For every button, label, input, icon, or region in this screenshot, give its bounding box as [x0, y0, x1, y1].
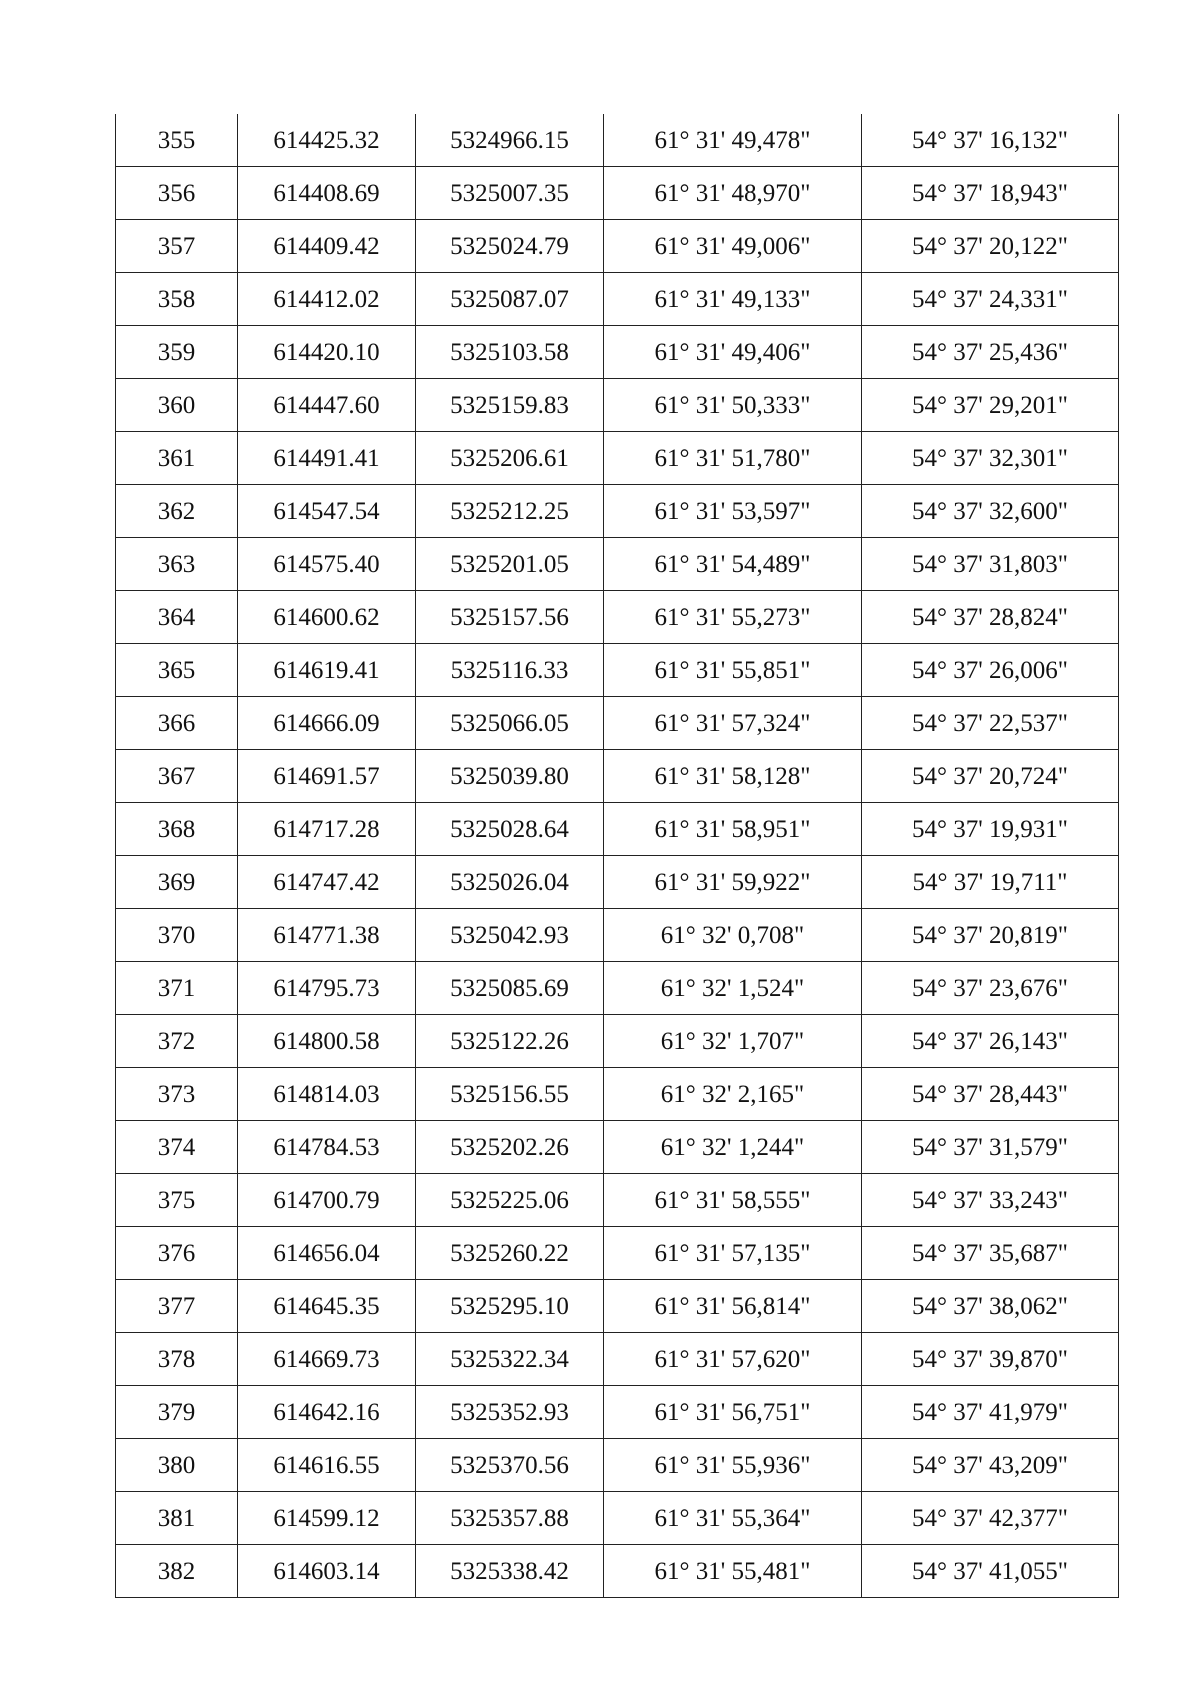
longitude-cell: 61° 32' 1,244" [604, 1121, 862, 1174]
latitude-cell: 54° 37' 22,537" [862, 697, 1119, 750]
point-number-cell: 378 [116, 1333, 238, 1386]
latitude-cell: 54° 37' 20,819" [862, 909, 1119, 962]
x-coordinate-cell: 614491.41 [238, 432, 416, 485]
latitude-cell: 54° 37' 25,436" [862, 326, 1119, 379]
x-coordinate-cell: 614409.42 [238, 220, 416, 273]
y-coordinate-cell: 5325066.05 [416, 697, 604, 750]
point-number-cell: 366 [116, 697, 238, 750]
point-number-cell: 362 [116, 485, 238, 538]
table-row [116, 1121, 1119, 1174]
table-row [116, 1492, 1119, 1545]
longitude-cell: 61° 31' 57,324" [604, 697, 862, 750]
latitude-cell: 54° 37' 32,301" [862, 432, 1119, 485]
table-row [116, 1280, 1119, 1333]
table-row [116, 326, 1119, 379]
point-number-cell: 377 [116, 1280, 238, 1333]
longitude-cell: 61° 31' 56,814" [604, 1280, 862, 1333]
point-number-cell: 367 [116, 750, 238, 803]
longitude-cell: 61° 31' 55,851" [604, 644, 862, 697]
table-row [116, 803, 1119, 856]
y-coordinate-cell: 5325156.55 [416, 1068, 604, 1121]
x-coordinate-cell: 614666.09 [238, 697, 416, 750]
y-coordinate-cell: 5325039.80 [416, 750, 604, 803]
table-row [116, 273, 1119, 326]
latitude-cell: 54° 37' 29,201" [862, 379, 1119, 432]
x-coordinate-cell: 614784.53 [238, 1121, 416, 1174]
table-row [116, 750, 1119, 803]
point-number-cell: 357 [116, 220, 238, 273]
latitude-cell: 54° 37' 20,724" [862, 750, 1119, 803]
longitude-cell: 61° 32' 1,524" [604, 962, 862, 1015]
x-coordinate-cell: 614814.03 [238, 1068, 416, 1121]
latitude-cell: 54° 37' 35,687" [862, 1227, 1119, 1280]
point-number-cell: 372 [116, 1015, 238, 1068]
latitude-cell: 54° 37' 23,676" [862, 962, 1119, 1015]
longitude-cell: 61° 31' 55,936" [604, 1439, 862, 1492]
longitude-cell: 61° 31' 49,478" [604, 114, 862, 167]
point-number-cell: 371 [116, 962, 238, 1015]
y-coordinate-cell: 5325260.22 [416, 1227, 604, 1280]
longitude-cell: 61° 31' 59,922" [604, 856, 862, 909]
table-row [116, 432, 1119, 485]
point-number-cell: 369 [116, 856, 238, 909]
y-coordinate-cell: 5325159.83 [416, 379, 604, 432]
longitude-cell: 61° 31' 58,555" [604, 1174, 862, 1227]
y-coordinate-cell: 5325201.05 [416, 538, 604, 591]
point-number-cell: 356 [116, 167, 238, 220]
latitude-cell: 54° 37' 31,579" [862, 1121, 1119, 1174]
latitude-cell: 54° 37' 28,443" [862, 1068, 1119, 1121]
longitude-cell: 61° 31' 51,780" [604, 432, 862, 485]
x-coordinate-cell: 614619.41 [238, 644, 416, 697]
latitude-cell: 54° 37' 41,055" [862, 1545, 1119, 1598]
longitude-cell: 61° 31' 50,333" [604, 379, 862, 432]
y-coordinate-cell: 5325225.06 [416, 1174, 604, 1227]
y-coordinate-cell: 5324966.15 [416, 114, 604, 167]
table-row [116, 962, 1119, 1015]
x-coordinate-cell: 614425.32 [238, 114, 416, 167]
latitude-cell: 54° 37' 38,062" [862, 1280, 1119, 1333]
latitude-cell: 54° 37' 19,931" [862, 803, 1119, 856]
x-coordinate-cell: 614616.55 [238, 1439, 416, 1492]
longitude-cell: 61° 32' 1,707" [604, 1015, 862, 1068]
longitude-cell: 61° 31' 55,481" [604, 1545, 862, 1598]
point-number-cell: 382 [116, 1545, 238, 1598]
table-row [116, 644, 1119, 697]
x-coordinate-cell: 614656.04 [238, 1227, 416, 1280]
table-row [116, 1227, 1119, 1280]
latitude-cell: 54° 37' 26,143" [862, 1015, 1119, 1068]
x-coordinate-cell: 614408.69 [238, 167, 416, 220]
longitude-cell: 61° 32' 0,708" [604, 909, 862, 962]
x-coordinate-cell: 614600.62 [238, 591, 416, 644]
latitude-cell: 54° 37' 41,979" [862, 1386, 1119, 1439]
longitude-cell: 61° 31' 54,489" [604, 538, 862, 591]
latitude-cell: 54° 37' 28,824" [862, 591, 1119, 644]
y-coordinate-cell: 5325024.79 [416, 220, 604, 273]
y-coordinate-cell: 5325103.58 [416, 326, 604, 379]
latitude-cell: 54° 37' 16,132" [862, 114, 1119, 167]
latitude-cell: 54° 37' 24,331" [862, 273, 1119, 326]
point-number-cell: 363 [116, 538, 238, 591]
table-row [116, 697, 1119, 750]
longitude-cell: 61° 31' 58,951" [604, 803, 862, 856]
y-coordinate-cell: 5325212.25 [416, 485, 604, 538]
x-coordinate-cell: 614599.12 [238, 1492, 416, 1545]
table-row [116, 856, 1119, 909]
latitude-cell: 54° 37' 39,870" [862, 1333, 1119, 1386]
y-coordinate-cell: 5325295.10 [416, 1280, 604, 1333]
longitude-cell: 61° 31' 49,133" [604, 273, 862, 326]
point-number-cell: 379 [116, 1386, 238, 1439]
table-row [116, 1068, 1119, 1121]
latitude-cell: 54° 37' 20,122" [862, 220, 1119, 273]
x-coordinate-cell: 614747.42 [238, 856, 416, 909]
x-coordinate-cell: 614447.60 [238, 379, 416, 432]
table-row [116, 591, 1119, 644]
y-coordinate-cell: 5325357.88 [416, 1492, 604, 1545]
table-row [116, 1545, 1119, 1598]
y-coordinate-cell: 5325007.35 [416, 167, 604, 220]
latitude-cell: 54° 37' 26,006" [862, 644, 1119, 697]
longitude-cell: 61° 31' 55,273" [604, 591, 862, 644]
y-coordinate-cell: 5325322.34 [416, 1333, 604, 1386]
table-row [116, 1386, 1119, 1439]
latitude-cell: 54° 37' 32,600" [862, 485, 1119, 538]
point-number-cell: 375 [116, 1174, 238, 1227]
x-coordinate-cell: 614603.14 [238, 1545, 416, 1598]
coordinates-table [115, 114, 1119, 1598]
longitude-cell: 61° 32' 2,165" [604, 1068, 862, 1121]
y-coordinate-cell: 5325087.07 [416, 273, 604, 326]
y-coordinate-cell: 5325352.93 [416, 1386, 604, 1439]
point-number-cell: 380 [116, 1439, 238, 1492]
point-number-cell: 359 [116, 326, 238, 379]
x-coordinate-cell: 614717.28 [238, 803, 416, 856]
y-coordinate-cell: 5325157.56 [416, 591, 604, 644]
x-coordinate-cell: 614420.10 [238, 326, 416, 379]
longitude-cell: 61° 31' 57,620" [604, 1333, 862, 1386]
y-coordinate-cell: 5325026.04 [416, 856, 604, 909]
x-coordinate-cell: 614575.40 [238, 538, 416, 591]
point-number-cell: 374 [116, 1121, 238, 1174]
longitude-cell: 61° 31' 58,128" [604, 750, 862, 803]
table-row [116, 538, 1119, 591]
x-coordinate-cell: 614642.16 [238, 1386, 416, 1439]
x-coordinate-cell: 614771.38 [238, 909, 416, 962]
y-coordinate-cell: 5325202.26 [416, 1121, 604, 1174]
point-number-cell: 364 [116, 591, 238, 644]
table-row [116, 1174, 1119, 1227]
longitude-cell: 61° 31' 49,406" [604, 326, 862, 379]
point-number-cell: 360 [116, 379, 238, 432]
table-row [116, 379, 1119, 432]
table-row [116, 220, 1119, 273]
latitude-cell: 54° 37' 31,803" [862, 538, 1119, 591]
longitude-cell: 61° 31' 56,751" [604, 1386, 862, 1439]
x-coordinate-cell: 614691.57 [238, 750, 416, 803]
longitude-cell: 61° 31' 48,970" [604, 167, 862, 220]
y-coordinate-cell: 5325370.56 [416, 1439, 604, 1492]
x-coordinate-cell: 614412.02 [238, 273, 416, 326]
longitude-cell: 61° 31' 57,135" [604, 1227, 862, 1280]
coordinates-table-body [116, 114, 1119, 1598]
point-number-cell: 361 [116, 432, 238, 485]
point-number-cell: 365 [116, 644, 238, 697]
point-number-cell: 355 [116, 114, 238, 167]
table-row [116, 1333, 1119, 1386]
longitude-cell: 61° 31' 55,364" [604, 1492, 862, 1545]
x-coordinate-cell: 614700.79 [238, 1174, 416, 1227]
x-coordinate-cell: 614547.54 [238, 485, 416, 538]
x-coordinate-cell: 614645.35 [238, 1280, 416, 1333]
table-row [116, 1015, 1119, 1068]
latitude-cell: 54° 37' 19,711" [862, 856, 1119, 909]
latitude-cell: 54° 37' 42,377" [862, 1492, 1119, 1545]
table-row [116, 1439, 1119, 1492]
y-coordinate-cell: 5325042.93 [416, 909, 604, 962]
y-coordinate-cell: 5325122.26 [416, 1015, 604, 1068]
table-row [116, 114, 1119, 167]
x-coordinate-cell: 614800.58 [238, 1015, 416, 1068]
point-number-cell: 381 [116, 1492, 238, 1545]
y-coordinate-cell: 5325116.33 [416, 644, 604, 697]
latitude-cell: 54° 37' 33,243" [862, 1174, 1119, 1227]
y-coordinate-cell: 5325028.64 [416, 803, 604, 856]
table-row [116, 167, 1119, 220]
y-coordinate-cell: 5325206.61 [416, 432, 604, 485]
latitude-cell: 54° 37' 18,943" [862, 167, 1119, 220]
point-number-cell: 368 [116, 803, 238, 856]
table-row [116, 485, 1119, 538]
x-coordinate-cell: 614795.73 [238, 962, 416, 1015]
x-coordinate-cell: 614669.73 [238, 1333, 416, 1386]
longitude-cell: 61° 31' 53,597" [604, 485, 862, 538]
y-coordinate-cell: 5325338.42 [416, 1545, 604, 1598]
point-number-cell: 376 [116, 1227, 238, 1280]
longitude-cell: 61° 31' 49,006" [604, 220, 862, 273]
latitude-cell: 54° 37' 43,209" [862, 1439, 1119, 1492]
point-number-cell: 358 [116, 273, 238, 326]
point-number-cell: 370 [116, 909, 238, 962]
y-coordinate-cell: 5325085.69 [416, 962, 604, 1015]
table-row [116, 909, 1119, 962]
point-number-cell: 373 [116, 1068, 238, 1121]
